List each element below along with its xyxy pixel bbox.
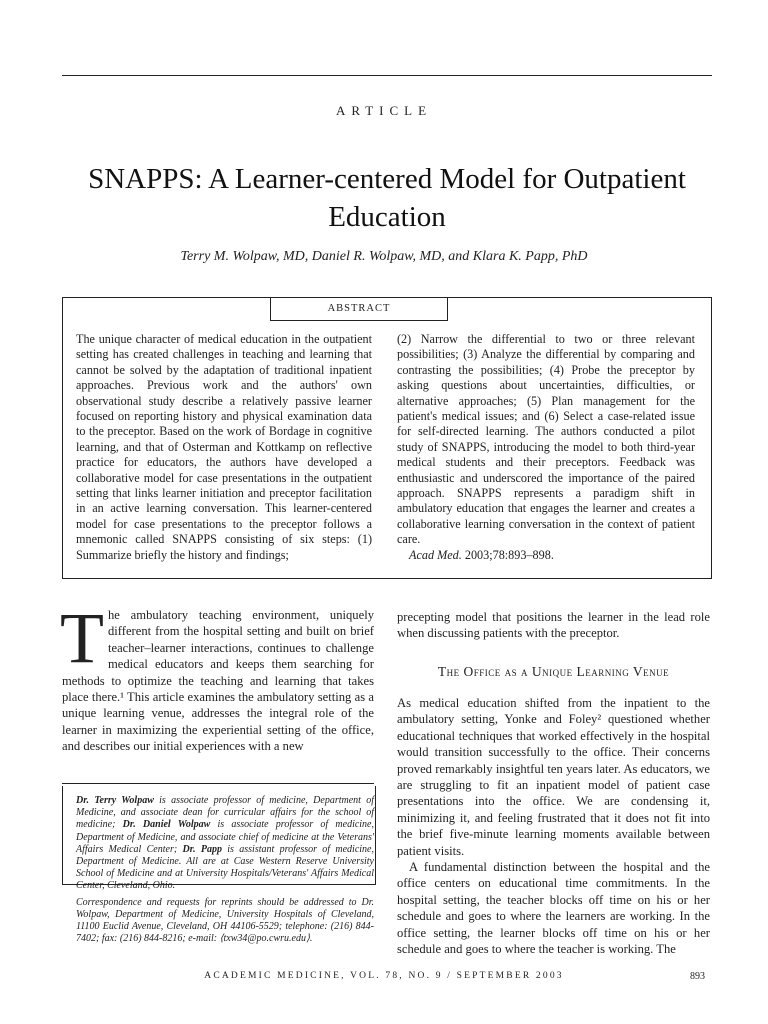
author-notes <box>76 795 374 949</box>
affiliation-text: is associate professor of medicine, Department of Medicine, and associate dean for curricular affairs for the school of medicine; <box>76 795 374 831</box>
author-name: Dr. Daniel Wolpaw <box>122 819 211 831</box>
correspondence: Correspondence and requests for reprints should be addressed to Dr. Wolpaw, Department of Medicine, University Hospitals of Cleveland, 11100 Euclid Avenue, Cleveland, OH 44106-5529; telephone: (216) 844-7402; fax: (216) 844-8216; e-mail: ⟨txw34@po.cwru.edu⟩. <box>76 896 374 945</box>
top-rule <box>62 75 712 76</box>
affiliation-text: is assistant professor of medicine, Department of Medicine. All are at Case Western Reserve University School of Medicine and at University Hospitals/Veterans' Affairs Medical Center, Cleveland, Ohio. <box>76 843 374 892</box>
page-number: 893 <box>690 971 705 982</box>
body-left-column <box>60 598 374 755</box>
body-paragraph: As medical education shifted from the inpatient to the ambulatory setting, Yonke and Foley² questioned whether educational techniques that worked effectively in the hospital would transition successfully to the office. Their concerns proved remarkably insightful ten years later. As educators, we are struggling to fit an inpatient model of patient case presentations into the office. We are condensing it, minimizing it, and feeling frustrated that it does not fit into the brief five-minute learning moments available between patient visits. <box>397 696 710 858</box>
drop-cap: T <box>60 598 104 678</box>
article-label: ARTICLE <box>335 103 433 118</box>
citation-journal: Acad Med. <box>409 547 462 562</box>
notes-rule <box>62 783 374 784</box>
abstract-right-column <box>397 332 695 563</box>
citation-details: 2003;78:893–898. <box>461 547 554 562</box>
author-line: Terry M. Wolpaw, MD, Daniel R. Wolpaw, MD, and Klara K. Papp, PhD <box>180 249 588 264</box>
affiliations <box>76 795 374 893</box>
intro-paragraph: he ambulatory teaching environment, uniquely different from the hospital setting and built on brief teacher–learner interactions, continues to challenge medical educators and keeps them searching for methods to optimize the teaching and learning that takes place there.¹ This article examines the ambulatory setting as a unique learning venue, addresses the integral role of the learner in maximizing the experiential setting of the office, and describes our initial experiences with a new <box>62 608 374 754</box>
abstract-right-text: (2) Narrow the differential to two or three relevant possibilities; (3) Analyze the differential by comparing and contrasting the possibilities; (4) Probe the preceptor by asking questions about uncertainties, difficulties, or alternative approaches; (5) Plan management for the patient's medical issues; and (6) Select a case-related issue for self-directed learning. The authors conducted a pilot study of SNAPPS, introducing the model to both third-year medical students and their preceptors. Feedback was enthusiastic and underscored the importance of the paired approach. SNAPPS represents a paradigm shift in ambulatory education that engages the learner and creates a collaborative learning conversation in the context of patient care. <box>397 332 695 547</box>
article-title: SNAPPS: A Learner-centered Model for Outpatient Education <box>88 163 686 233</box>
body-paragraph: A fundamental distinction between the hospital and the office centers on educational time commitments. In the hospital setting, the teacher blocks off time on his or her schedule and goes to where the learners are working. In the office setting, the learner blocks off time on his or her schedule and goes to where the teacher is working. The <box>397 860 710 957</box>
author-name: Dr. Terry Wolpaw <box>76 795 154 806</box>
affiliation-text: is associate professor of medicine, Department of Medicine, and associate chief of medicine at the Veterans' Affairs Medical Center; <box>76 819 374 855</box>
body-right-continued: precepting model that positions the learner in the lead role when discussing patients with the preceptor. <box>397 610 710 641</box>
section-heading: The Office as a Unique Learning Venue <box>437 664 670 679</box>
body-right-column <box>397 695 710 958</box>
abstract-label: ABSTRACT <box>270 297 448 321</box>
abstract-left-column: The unique character of medical education in the outpatient setting has created challenges in teaching and learning that cannot be solved by the adaptation of traditional inpatient approaches. Previous work and the authors' own observational study describe a relatively passive learner focused on reporting history and physical examination data to the preceptor. Based on the work of Bordage in cognitive learning, and that of Osterman and Kottkamp on reflective practice for educators, the authors have developed a collaborative model for case presentations in the outpatient setting that links learner initiation and preceptor facilitation in an active learning conversation. This learner-centered model for case presentations to the preceptor follows a mnemonic called SNAPPS consisting of six steps: (1) Summarize briefly the history and findings; <box>76 332 372 562</box>
author-name: Dr. Papp <box>182 843 222 855</box>
journal-footer: ACADEMIC MEDICINE, VOL. 78, NO. 9 / SEPTEMBER 2003 <box>204 971 564 981</box>
abstract-citation <box>397 548 695 563</box>
